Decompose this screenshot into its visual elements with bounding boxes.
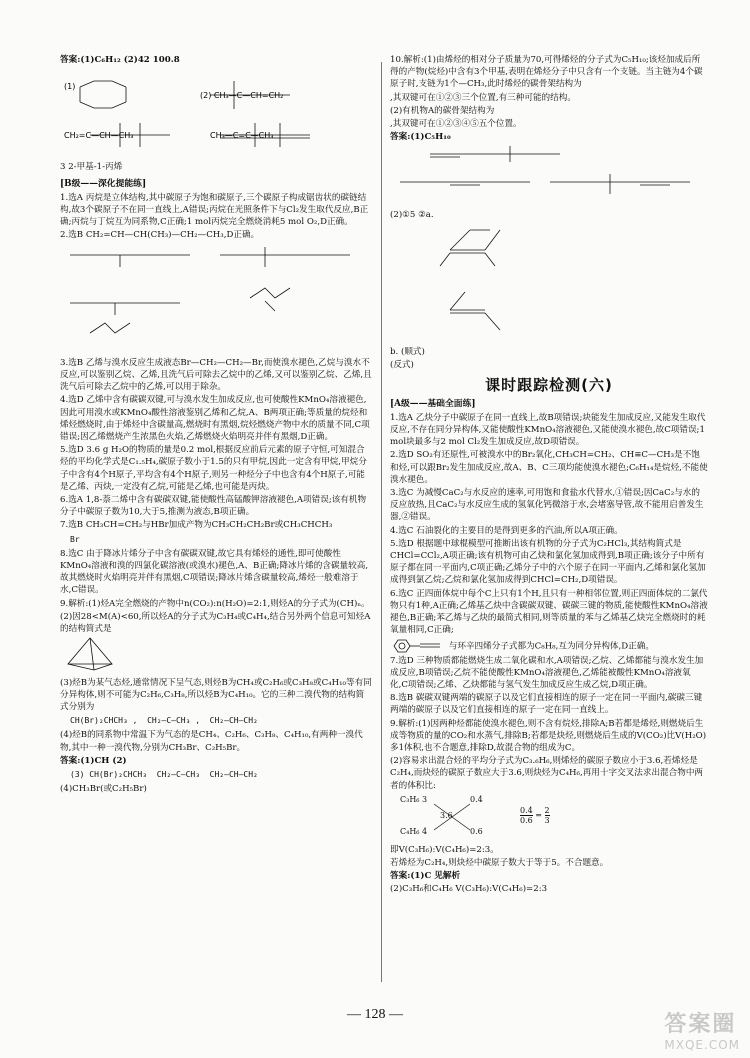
answer-item-r3: 3.选C 为减慢CaC₂与水反应的速率,可用饱和食盐水代替水,①错误;因CaC₂与水的反应放热,且CaC₂与水反应生成的氢氧化钙微溶于水,会堵塞导管,故不能用启普发生器,②错误。 <box>390 488 704 523</box>
cross-top-right: 0.4 <box>470 794 483 804</box>
answer-item-r2: 2.选D SO₂有还原性,可被溴水中的Br₂氧化,CH₃CH=CH₂、CH≡C—CH₃是不饱和烃,可以跟Br₂发生加成反应,故A、B、C三项均能使溴水褪色;C₆H₁₄是烷烃,不能使溴水褪色。 <box>390 450 708 485</box>
answer-item-r9-part-4: 若烯烃为C₂H₄,则炔烃中碳原子数大于等于5。不合题意。 <box>390 857 609 868</box>
bromo-substituent-label: Br <box>70 534 80 544</box>
styrene-line <box>390 638 708 654</box>
answer-item-7: 7.选B CH₃CH=CH₂与HBr加成产物为CH₃CH₂CH₂Br或CH₃CHCH₃ <box>60 520 333 531</box>
ratio-fraction-1 <box>520 806 533 825</box>
answer-10-part-2: (2)①5 ②a. <box>390 209 434 220</box>
page-number: — 128 — <box>347 1007 403 1022</box>
answer-item-10-part-2: ,其双键可在①②③三个位置,有三种可能的结构。 <box>390 92 576 103</box>
answer-r-label: 答案:(1)C 见解析 <box>390 871 461 882</box>
answer-10-label: 答案:(1)C₅H₁₀ <box>390 132 451 143</box>
answer-item-1: 1.选A 丙烷是立体结构,其中碳原子为饱和碳原子,三个碳原子构成锯齿状的碳链结构,故3个碳原子不在同一直线上,A错误;丙烷在光照条件下与Cl₂发生取代反应,B正确;丙烷与丁烷互为同系物,C正确;1 mol丙烷完全燃烧消耗5 mol O₂,D正确。 <box>60 192 369 228</box>
fraction-denominator: 0.6 <box>520 815 533 825</box>
column-divider <box>381 62 382 982</box>
cross-bottom-right: 0.6 <box>470 826 483 836</box>
cross-method-diagram <box>400 794 708 842</box>
isomer-structures <box>390 222 700 342</box>
answer-10-line <box>390 131 708 143</box>
answer-item-r9-part-1: 9.解析:(1)因两种烃都能使溴水褪色,则不含有烷烃,排除A;B若都是烯烃,则燃烧后生成等物质的量的CO₂和水蒸气,排除B;若都是炔烃,则燃烧后生成的V(CO₂)比V(H₂O)多1体积,也不合题意,排除D,故混合物的组成为C。 <box>390 718 707 753</box>
cross-lines <box>428 802 478 832</box>
isomer-b-label: b. <box>390 347 399 358</box>
watermark-logo <box>664 1007 740 1052</box>
answer-r-line <box>390 870 708 882</box>
section-title: 课时跟踪检测(六) <box>485 376 613 395</box>
answer-item-10-part-4: ,其双键可在①②③④⑤五个位置。 <box>390 119 522 130</box>
answer-item-9-part-1: 9.解析:(1)烃A完全燃烧的产物中n(CO₂):n(H₂O)=2:1,则烃A的分子式为(CH)ₙ。 <box>60 598 370 609</box>
watermark-text: 答案圈 <box>664 1012 737 1037</box>
answer-item-r4: 4.选C 石油裂化的主要目的是得到更多的汽油,所以A项正确。 <box>390 525 623 536</box>
answer-item-r8: 8.选B 碳碳双键两端的碳原子以及它们直接相连的原子一定在同一平面内,碳碳三键两端的碳原子以及它们直接相连的原子一定在同一直线上。 <box>390 693 703 716</box>
answer-item-8: 8.选C 由于降冰片烯分子中含有碳碳双键,故它具有烯烃的通性,即可使酸性KMnO₄溶液和溴的四氯化碳溶液(或溴水)褪色,A、B正确;降冰片烯的含碳量较高,故其燃烧时火焰明亮并伴有黑烟,C项错误;降冰片烯含碳量较高,烯烃一般难溶于水,C错误。 <box>60 548 369 596</box>
fraction-denominator-2: 3 <box>544 815 550 825</box>
fraction-numerator: 0.4 <box>520 805 533 815</box>
cross-middle: 3.6 <box>440 810 453 820</box>
answer-item-r6-part-2: 与环辛四烯分子式都为C₈H₈,互为同分异构体,D正确。 <box>448 641 654 651</box>
tetrahedrane-structure <box>60 636 120 672</box>
answer-9-part-4: (4)CH₃Br(或C₂H₅Br) <box>60 784 147 795</box>
answer-9-part-3: (3) CH(Br)₂CHCH₃ CH₂—C—CH₃ CH₂—CH—CH₂ <box>70 769 258 779</box>
answer-line-3: 3 2-甲基-1-丙烯 <box>60 162 123 173</box>
answer-item-10-part-3: (2)有机物A的碳骨架结构为 <box>390 105 495 116</box>
answer-line <box>60 54 372 66</box>
answer-item-r5: 5.选D 根据题中球棍模型可推断出该有机物的分子式为C₂HCl₃,其结构简式是CHCl=CCl₂,A项正确;该有机物可由乙炔和氯化氢加成得到,B项正确;该分子中所有原子都在同一平面内,C项正确;乙烯分子中的六个原子在同一平面内,乙烯和氯化氢加成得到氯乙烷;乙烷和氯化氢加成得到CHCl=CH₂,D项错误。 <box>390 538 706 586</box>
watermark-url: MXQE.COM <box>664 1038 740 1052</box>
equals-sign: = <box>535 810 542 820</box>
benzene-ring-structure <box>390 638 446 654</box>
cross-top-left: C₃H₆ 3 <box>400 794 428 804</box>
section-header-a: [A级——基础全面练] <box>390 398 476 409</box>
answer-item-r9-part-3: 即V(C₃H₆):V(C₄H₆)=2:3。 <box>390 844 499 855</box>
answer-item-5: 5.选D 3.6 g H₂O的物质的量是0.2 mol,根据反应前后元素的原子守恒,可知混合烃的平均化学式是C₁.₅H₄,碳原子数小于1.5的只有甲烷,因此一定含有甲烷,甲烷分子中含有4个H原子,平均含有4个H原子,则另一种烃分子中也含有4个H原子,可能是乙烯、丙炔,一定没有乙烷,可能是乙烯,也可能是丙炔。 <box>60 445 367 492</box>
answer-item-4: 4.选D 乙烯中含有碳碳双键,可与溴水发生加成反应,也可使酸性KMnO₄溶液褪色,因此可用溴水或KMnO₄酸性溶液鉴别乙烯和乙烷,A、B两项正确;等质量的烷烃和烯烃燃烧时,由于烯烃中含碳量高,燃烧时有黑烟,烷烃燃烧产物中水的质量不同,C项错误;因乙烯燃烧产生浓黑色火焰,乙烯燃烧火焰明亮并伴有黑烟,D正确。 <box>60 395 370 443</box>
structure-diagrams-q2 <box>60 243 360 353</box>
ratio-fraction-2 <box>545 806 550 825</box>
answer-item-9-part-2: (2)因28<M(A)<60,所以烃A的分子式为C₃H₄或C₄H₄,结合另外两个信息可知烃A的结构简式是 <box>60 611 371 635</box>
cross-bottom-left: C₄H₆ 4 <box>400 826 428 836</box>
bond-line <box>80 81 126 87</box>
answer-item-9-part-4: (4)烃B的同系物中常温下为气态的是CH₄、C₂H₆、C₃H₈、C₄H₁₀,有两种一溴代物,其中一种一溴代物,分别为CH₃Br、C₂H₅Br。 <box>60 730 363 753</box>
section-header-b: [B级——深化提能练] <box>60 178 147 189</box>
answer-text: 答案:(1)C₆H₁₂ (2)42 100.8 <box>60 55 180 65</box>
ratio-expression <box>520 806 550 825</box>
structure-diagrams-top <box>60 67 360 157</box>
answer-item-r6: 6.选C 正四面体烷中每个C上只有1个H,且只有一种相邻位置,则正四面体烷的二氯代物只有1种,A正确;乙烯基乙炔中含碳碳双键、碳碳三键的物质,能使酸性KMnO₄溶液褪色,B正确;苯乙烯与乙炔的最简式相同,则等质量的苯与乙烯基乙炔完全燃烧时的耗氧量相同,C正确; <box>390 588 708 636</box>
answer-9-line <box>60 755 372 767</box>
svg-text:CH₃—C=C—CH₃: CH₃—C=C—CH₃ <box>210 131 274 141</box>
svg-text:CH₂=C—CH—CH₃: CH₂=C—CH—CH₃ <box>64 131 134 141</box>
fraction-numerator-2: 2 <box>544 805 550 815</box>
isomer-cis-label <box>390 346 708 358</box>
answer-r-part-2: (2)C₃H₆和C₄H₆ V(C₃H₆):V(C₄H₆)=2:3 <box>390 884 548 895</box>
answer-item-r7: 7.选D 三种物质都能燃烧生成二氧化碳和水,A项错误;乙烷、乙烯都能与溴水发生加成反应,B项错误;乙烷不能使酸性KMnO₄溶液褪色,乙烯能被酸性KMnO₄溶液氧化,C项错误;乙烯、乙炔都能与氢气发生加成反应生成乙烷,D项正确。 <box>390 655 704 690</box>
answer-item-2: 2.选B CH₂=CH—CH(CH₃)—CH₂—CH₃,D正确。 <box>60 230 260 241</box>
answer-item-3: 3.选B 乙烯与溴水反应生成液态Br—CH₂—CH₂—Br,而使溴水褪色,乙烷与溴水不反应,可以鉴别乙烷、乙烯,且洗气后可除去乙烷中的乙烯,又可以鉴别乙烷、乙烯,且洗气后可除去乙烷中的乙烯,可以用于除杂。 <box>60 357 372 393</box>
right-column <box>390 54 708 897</box>
svg-text:(1): (1) <box>64 82 76 92</box>
answer-item-10-part-1: 10.解析:(1)由烯烃的相对分子质量为70,可得烯烃的分子式为C₅H₁₀;该烃加成后所得的产物(烷烃)中含有3个甲基,表明在烯烃分子中只含有一个支链。当主链为4个碳原子时,支链为1个—CH₃,此时烯烃的碳骨架结构为 <box>390 55 703 90</box>
left-column <box>60 54 372 796</box>
structure-diagrams-q10 <box>390 144 700 204</box>
answer-item-r9-part-2: (2)容易求出混合烃的平均分子式为C₃.₆H₆,则烯烃的碳原子数应小于3.6,若烯烃是C₂H₄,而炔烃的碳原子数应大于3.6,则炔烃为C₄H₆,再用十字交叉法求出混合物中两者的体积比: <box>390 756 704 791</box>
answer-item-9-part-3: (3)烃B为某气态烃,通常情况下呈气态,则烃B为CH₄或C₂H₆或C₃H₈或C₄H₁₀等有同分异构体,则不可能为C₂H₆,C₃H₈,所以烃B为C₄H₁₀。它的三种二溴代物的结构简式分别为 <box>60 677 372 712</box>
dibromide-structures: CH(Br)₂CHCH₃ , CH₂—C—CH₃ , CH₂—CH—CH₂ <box>70 716 258 726</box>
trans-label: (反式) <box>390 360 414 371</box>
answer-item-6: 6.选A 1,8-萘二烯中含有碳碳双键,能使酸性高锰酸钾溶液褪色,A项错误;该有机物分子中碳原子数为10,大于5,推测为液态,B项正确。 <box>60 495 367 518</box>
svg-text:(2) CH₃—C—CH=CH₂: (2) CH₃—C—CH=CH₂ <box>200 91 284 101</box>
answer-item-r1: 1.选A 乙炔分子中碳原子在同一直线上,故B项错误;块能发生加成反应,又能发生取代反应,不存在同分异构体,又能使酸性KMnO₄溶液褪色,又能使溴水褪色,故C项错误;1 mol块最多与2 mol Cl₂发生加成反应,故D项错误。 <box>390 412 706 448</box>
answer-9-label: 答案:(1)CH (2) <box>60 755 127 766</box>
cis-label: (顺式) <box>400 347 425 358</box>
